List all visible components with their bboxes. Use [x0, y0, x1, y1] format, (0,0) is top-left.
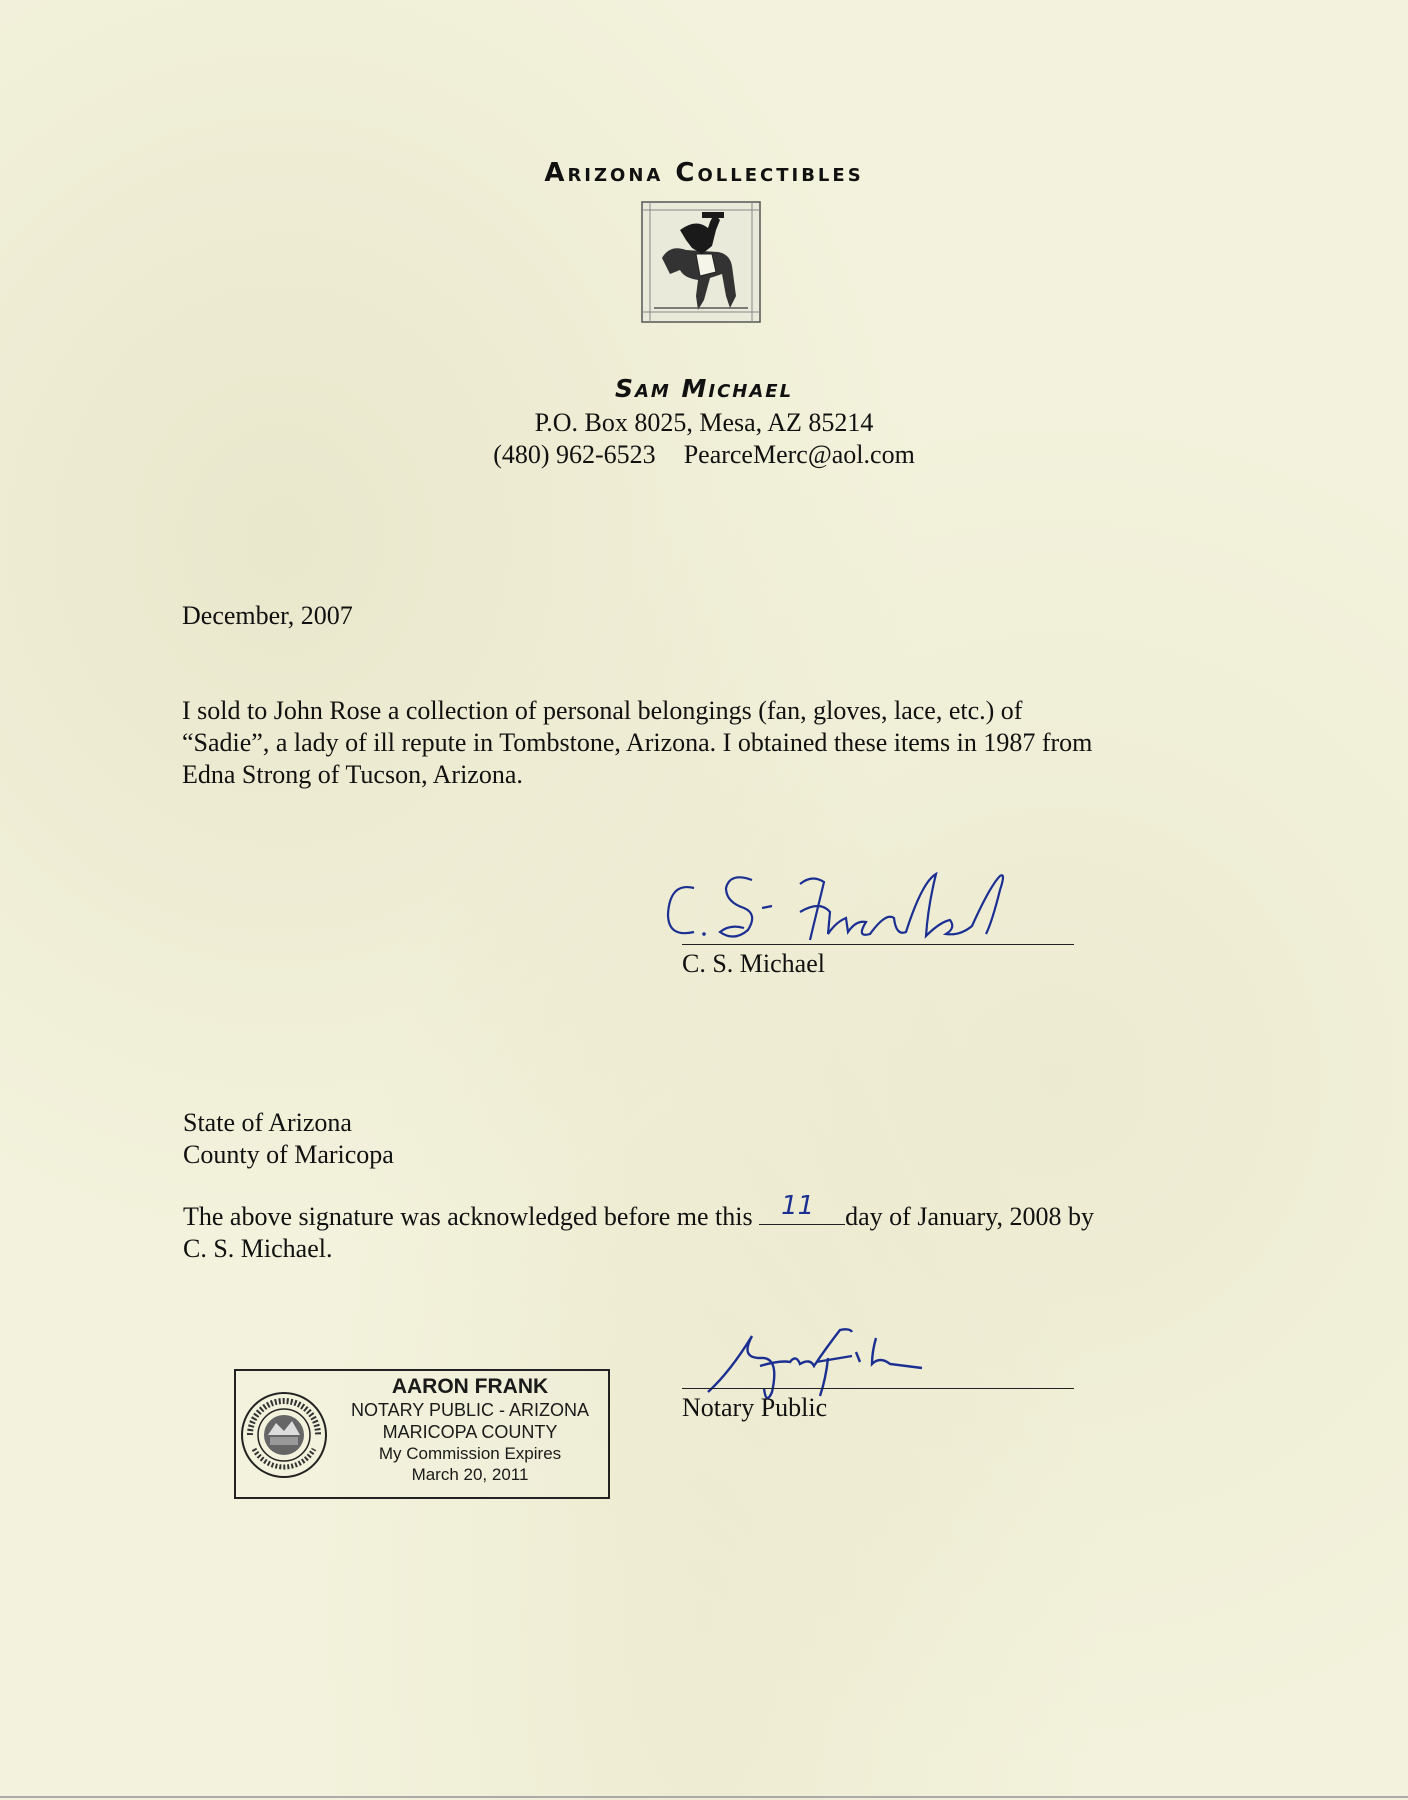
postal-address: P.O. Box 8025, Mesa, AZ 85214 [534, 408, 874, 437]
seller-signature [660, 862, 1020, 952]
stamp-title: NOTARY PUBLIC - ARIZONA [350, 1400, 590, 1420]
notary-county: County of Maricopa [183, 1140, 394, 1169]
notary-public-label: Notary Public [682, 1393, 828, 1422]
arizona-seal-icon [240, 1391, 328, 1479]
letter-date: December, 2007 [182, 601, 353, 630]
stamp-notary-name: AARON FRANK [391, 1375, 549, 1398]
email-link[interactable]: PearceMerc@aol.com [683, 440, 915, 469]
signature-line [682, 944, 1074, 945]
notary-stamp [234, 1369, 610, 1499]
company-name: Arizona Collectibles [544, 158, 864, 188]
signer-name: C. S. Michael [682, 949, 825, 978]
ack-text-after: day of January, 2008 by C. S. Michael. [183, 1202, 1095, 1263]
ack-day: 11 [781, 1191, 815, 1221]
ack-text-before: The above signature was acknowledged before me this [183, 1202, 753, 1231]
acknowledgment-paragraph [183, 1191, 1103, 1265]
stamp-commission: My Commission Expires [378, 1444, 562, 1463]
page-bottom-edge [0, 1796, 1408, 1798]
phone-number: (480) 962-6523 [493, 440, 656, 469]
owner-name: Sam Michael [614, 374, 794, 403]
stamp-expires: March 20, 2011 [411, 1465, 529, 1484]
contact-line [0, 440, 1408, 470]
notary-signature-line [682, 1388, 1074, 1389]
stamp-county: MARICOPA COUNTY [382, 1422, 558, 1442]
stamp-text [332, 1375, 608, 1485]
day-blank [759, 1191, 845, 1225]
notary-state: State of Arizona [183, 1108, 352, 1137]
cowboy-logo-icon [640, 200, 762, 324]
letter-body: I sold to John Rose a collection of personal belongings (fan, gloves, lace, etc.) of “Sadie”, a lady of ill repute in Tombstone, Arizona. I obtained these items in 1987 from Edna Strong of Tucson, Arizona. [182, 696, 1093, 789]
